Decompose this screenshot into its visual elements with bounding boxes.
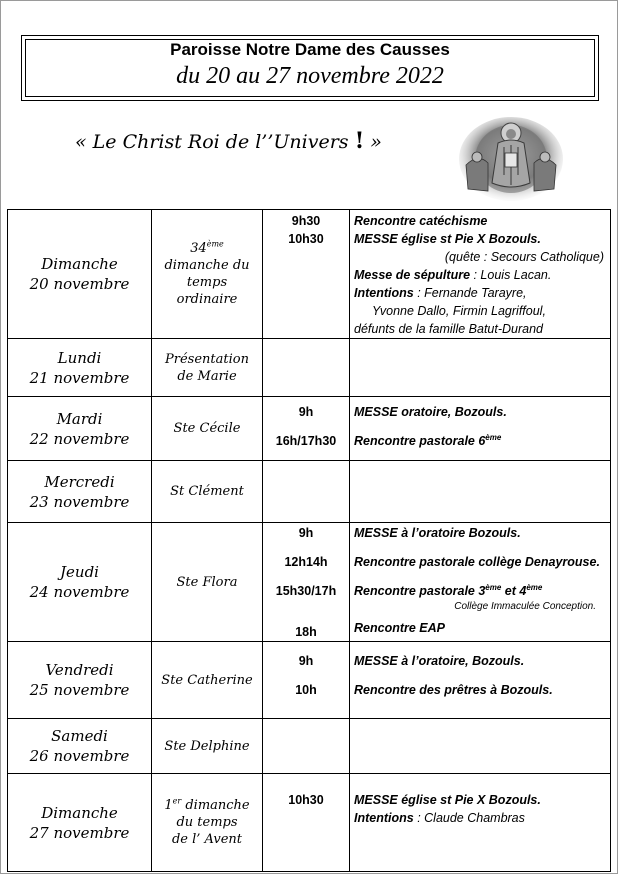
day-cell [8,642,152,719]
table-row [8,397,611,461]
time-cell [263,523,350,642]
time-cell [263,719,350,774]
day-name: Mardi [56,409,103,428]
day-date: 24 novembre [29,583,130,601]
event-text: Rencontre catéchisme [354,214,488,228]
event-time: 9h30 [291,214,321,228]
liturgy-label: St Clément [170,484,244,499]
day-date: 27 novembre [29,823,130,842]
time-cell [263,339,350,397]
table-row [8,774,611,872]
day-date: 20 novembre [29,275,130,293]
liturgy-cell [152,719,263,774]
day-cell [8,339,152,397]
event-time: 9h [298,526,314,540]
day-date: 26 novembre [29,747,130,765]
liturgy-label: Ste Catherine [161,672,253,688]
events-cell [350,774,611,872]
events-cell [350,339,611,397]
day-name: Lundi [57,348,102,367]
event-text: défunts de la famille Batut-Durand [354,322,543,336]
day-cell [8,461,152,523]
table-row [8,523,611,642]
time-cell [263,642,350,719]
event-text: MESSE à l’oratoire, Bozouls. [354,654,525,668]
event-text: Rencontre pastorale collège Denayrouse. [354,555,600,569]
day-cell [8,523,152,642]
liturgy-cell [152,339,263,397]
events-cell [350,719,611,774]
header-box [21,35,599,101]
liturgy-label: Ste Flora [176,574,238,590]
liturgy-cell [152,397,263,461]
event-time: 18h [295,625,317,639]
time-cell [263,210,350,339]
events-cell [350,642,611,719]
liturgy-cell [152,461,263,523]
liturgy-cell [152,774,263,872]
liturgy-label: ordinaire [176,292,238,307]
event-text: Collège Immaculée Conception. [454,601,596,612]
event-time: 12h14h [284,555,328,569]
day-name: Dimanche [41,803,118,822]
event-text: Messe de sépulture : Louis Lacan. [354,268,552,282]
feast-title [75,128,382,154]
event-time: 15h30/17h [275,584,337,598]
liturgy-label: Ste Cécile [173,421,241,436]
time-cell [263,397,350,461]
liturgy-cell [152,210,263,339]
feast-close: » [370,131,382,153]
event-text: MESSE église st Pie X Bozouls. [354,793,541,807]
liturgy-label: 34ème [190,239,224,256]
liturgy-label: Ste Delphine [164,738,250,754]
event-time: 9h [298,405,314,419]
events-cell [350,461,611,523]
feast-text: « Le Christ Roi de l’’Univers [75,131,349,153]
day-cell [8,210,152,339]
table-row [8,339,611,397]
event-time: 10h30 [288,232,324,246]
day-cell [8,719,152,774]
day-date: 21 novembre [29,368,130,387]
day-name: Jeudi [60,563,99,581]
event-text: Rencontre des prêtres à Bozouls. [354,683,553,697]
day-date: 22 novembre [29,429,130,448]
day-date: 25 novembre [29,681,130,699]
event-text: Intentions : Claude Chambras [354,811,525,825]
day-date: 23 novembre [29,492,130,511]
liturgy-label: 1er dimanche [164,796,250,813]
day-name: Vendredi [45,661,114,679]
parish-title: Paroisse Notre Dame des Causses [170,40,450,59]
event-text: MESSE à l’oratoire Bozouls. [354,526,521,540]
day-name: Dimanche [41,255,118,273]
event-time: 10h30 [288,793,324,807]
liturgy-cell [152,523,263,642]
event-text: Yvonne Dallo, Firmin Lagriffoul, [372,304,546,318]
event-text: (quête : Secours Catholique) [444,250,604,264]
liturgy-cell [152,642,263,719]
liturgy-label: dimanche du [164,258,250,273]
liturgy-label: de Marie [177,368,237,384]
day-cell [8,397,152,461]
events-cell [350,523,611,642]
event-time: 10h [295,683,317,697]
event-time: 9h [298,654,314,668]
day-name: Mercredi [44,472,115,491]
time-cell [263,461,350,523]
table-row [8,210,611,339]
day-cell [8,774,152,872]
event-text: Rencontre pastorale 6ème [354,432,502,448]
date-range: du 20 au 27 novembre 2022 [176,63,444,89]
feast-exclamation: ! [354,128,365,154]
event-text: Intentions : Fernande Tarayre, [354,286,527,300]
liturgy-label: de l’ Avent [171,832,243,847]
christ-in-majesty-icon [458,113,564,201]
schedule-table [7,209,611,872]
event-text: MESSE église st Pie X Bozouls. [354,232,541,246]
event-time: 16h/17h30 [275,434,337,448]
event-text: Rencontre pastorale 3ème et 4ème [354,582,543,598]
events-cell [350,210,611,339]
liturgy-label: temps [186,275,228,290]
event-text: MESSE oratoire, Bozouls. [354,405,507,419]
time-cell [263,774,350,872]
liturgy-label: Présentation [165,351,249,367]
table-row [8,719,611,774]
day-name: Samedi [51,727,108,745]
liturgy-label: du temps [176,815,238,830]
event-text: Rencontre EAP [354,621,445,635]
table-row [8,642,611,719]
table-row [8,461,611,523]
events-cell [350,397,611,461]
